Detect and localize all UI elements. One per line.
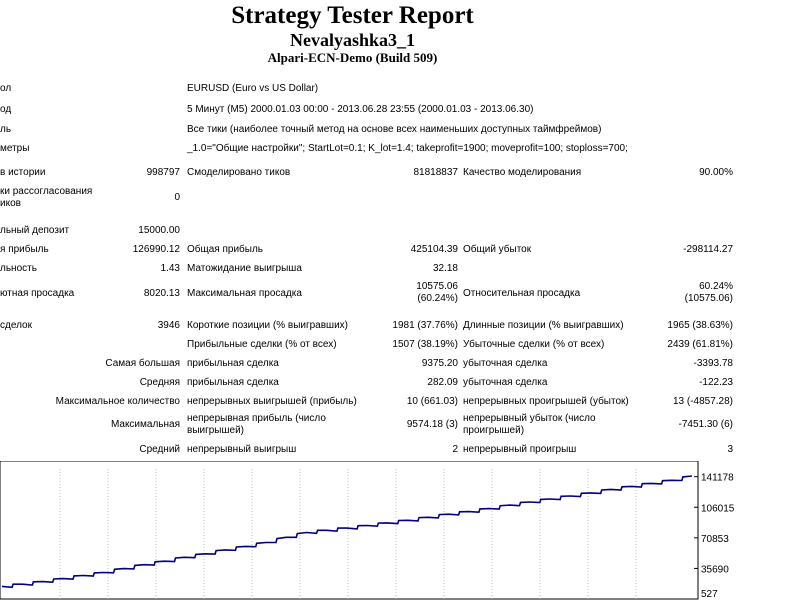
total-trades-label: сделок	[0, 320, 32, 331]
gross-profit-value: 425104.39	[410, 244, 458, 255]
average-consecutive-losses-label: непрерывный проигрыш	[463, 444, 577, 455]
average-label: Средняя	[139, 377, 180, 388]
chart-frame	[0, 461, 698, 599]
chart-y-ticks	[694, 473, 735, 600]
loss-trades-value: 2439 (61.81%)	[667, 339, 733, 350]
max-consecutive-losses-label: непрерывных проигрышей (убыток)	[463, 396, 629, 407]
max-drawdown-label: Максимальная просадка	[187, 288, 302, 299]
average-profit-label: прибыльная сделка	[187, 377, 279, 388]
bars-label: в истории	[0, 167, 46, 178]
largest-label: Самая большая	[105, 358, 180, 369]
server-name: Alpari-ECN-Demo (Build 509)	[267, 50, 438, 65]
y-tick-label: 70853	[701, 533, 729, 545]
model-value: Все тики (наиболее точный метод на основе всех наименьших доступных таймфреймов)	[187, 124, 602, 135]
short-positions-value: 1981 (37.76%)	[392, 320, 458, 331]
max-drawdown-percent: (60.24%)	[417, 293, 458, 304]
profit-factor-label: льность	[0, 263, 37, 274]
max-consecutive-losses-value: 13 (-4857.28)	[672, 396, 733, 407]
report-title: Strategy Tester Report	[231, 2, 474, 29]
profit-trades-label: Прибыльные сделки (% от всех)	[187, 339, 337, 350]
max-consecutive-wins-value: 10 (661.03)	[406, 396, 458, 407]
period-value: 5 Минут (M5) 2000.01.03 00:00 - 2013.06.28 23:55 (2000.01.03 - 2013.06.30)	[187, 104, 534, 115]
average-loss-value: -122.23	[699, 377, 733, 388]
maximal-label: Максимальная	[110, 419, 180, 430]
maximal-profit-label-line-2: выигрышей)	[187, 425, 244, 436]
mismatch-label-line-1: ки рассогласования	[0, 186, 93, 197]
max-count-label: Максимальное количество	[55, 396, 180, 407]
largest-profit-label: прибыльная сделка	[187, 358, 279, 369]
gross-profit-label: Общая прибыль	[187, 244, 264, 255]
average-consecutive-wins-label: непрерывный выигрыш	[187, 444, 297, 455]
average-consecutive-wins-value: 2	[452, 444, 458, 455]
relative-drawdown-label: Относительная просадка	[463, 288, 581, 299]
long-positions-value: 1965 (38.63%)	[667, 320, 733, 331]
absolute-drawdown-label: ютная просадка	[0, 288, 75, 299]
long-positions-label: Длинные позиции (% выигравших)	[463, 320, 624, 331]
average-consecutive-losses-value: 3	[727, 444, 733, 455]
total-trades-value: 3946	[157, 320, 180, 331]
ticks-value: 81818837	[413, 167, 458, 178]
expert-name: Nevalyashka3_1	[289, 30, 415, 50]
mismatch-value: 0	[174, 192, 180, 203]
net-profit-value: 126990.12	[132, 244, 180, 255]
deposit-label: льный депозит	[0, 225, 70, 236]
params-label: метры	[0, 143, 30, 154]
loss-trades-label: Убыточные сделки (% от всех)	[463, 339, 605, 350]
net-profit-label: я прибыль	[0, 244, 49, 255]
relative-drawdown-value: (10575.06)	[684, 293, 733, 304]
quality-label: Качество моделирования	[463, 167, 582, 178]
symbol-value: EURUSD (Euro vs US Dollar)	[187, 83, 319, 94]
max-drawdown-value: 10575.06	[416, 281, 458, 292]
y-tick-label: 527	[701, 589, 718, 600]
relative-drawdown-percent: 60.24%	[699, 281, 733, 292]
balance-chart	[0, 461, 800, 600]
gross-loss-label: Общий убыток	[463, 244, 532, 255]
average-profit-value: 282.09	[427, 377, 458, 388]
params-value: _1.0="Общие настройки"; StartLot=0.1; K_lot=1.4; takeprofit=1900; moveprofit=100; stoploss=700;	[187, 143, 628, 154]
period-label: од	[0, 104, 12, 115]
ticks-label: Смоделировано тиков	[187, 167, 291, 178]
y-tick-label: 106015	[701, 503, 735, 515]
absolute-drawdown-value: 8020.13	[143, 288, 180, 299]
payoff-value: 32.18	[432, 263, 458, 274]
max-consecutive-wins-label: непрерывных выигрышей (прибыль)	[187, 396, 357, 407]
average-loss-label: убыточная сделка	[463, 377, 548, 388]
symbol-label: ол	[0, 83, 12, 94]
mismatch-label-line-2: иков	[0, 198, 21, 209]
model-label: ль	[0, 124, 12, 135]
maximal-profit-value: 9574.18 (3)	[406, 419, 458, 430]
maximal-profit-label-line-1: непрерывная прибыль (число	[187, 413, 326, 424]
largest-profit-value: 9375.20	[421, 358, 458, 369]
largest-loss-label: убыточная сделка	[463, 358, 548, 369]
bars-value: 998797	[146, 167, 180, 178]
short-positions-label: Короткие позиции (% выигравших)	[187, 320, 348, 331]
average-consecutive-label: Средний	[139, 444, 180, 455]
maximal-loss-label-line-2: проигрышей)	[463, 425, 525, 436]
largest-loss-value: -3393.78	[693, 358, 733, 369]
deposit-value: 15000.00	[138, 225, 180, 236]
gross-loss-value: -298114.27	[683, 244, 733, 255]
payoff-label: Матожидание выигрыша	[187, 263, 302, 274]
profit-factor-value: 1.43	[160, 263, 180, 274]
y-tick-label: 35690	[701, 564, 729, 576]
y-tick-label: 141178	[701, 472, 734, 484]
maximal-loss-value: -7451.30 (6)	[678, 419, 733, 430]
profit-trades-value: 1507 (38.19%)	[392, 339, 458, 350]
quality-value: 90.00%	[699, 167, 733, 178]
maximal-loss-label-line-1: непрерывный убыток (число	[463, 413, 596, 424]
